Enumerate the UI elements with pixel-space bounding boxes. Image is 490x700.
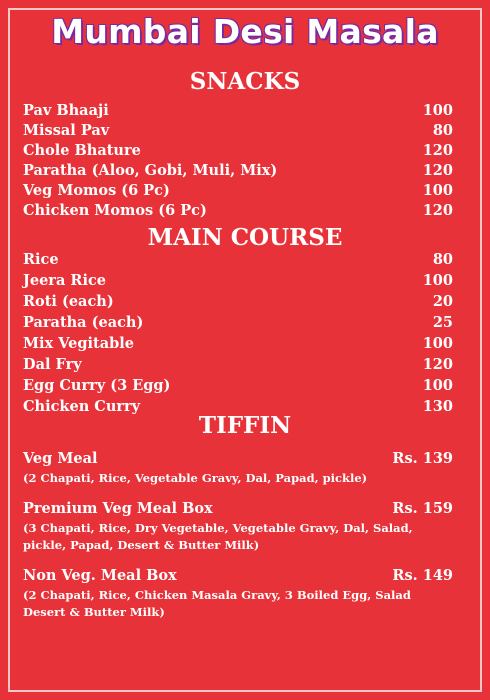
item-price: 120 xyxy=(422,142,453,159)
item-name: Chole Bhature xyxy=(23,142,141,159)
item-name: Veg Meal xyxy=(23,450,98,467)
item-price: 100 xyxy=(422,377,453,394)
menu-item xyxy=(23,354,455,375)
item-name: Chicken Momos (6 Pc) xyxy=(23,202,207,219)
item-price: 80 xyxy=(432,251,453,268)
menu-item xyxy=(23,375,455,396)
item-price: 120 xyxy=(422,356,453,373)
menu-item xyxy=(23,121,455,141)
snacks-list xyxy=(23,101,455,221)
item-name: Rice xyxy=(23,251,59,268)
item-price: 25 xyxy=(432,314,453,331)
item-price: 130 xyxy=(422,398,453,415)
menu-item xyxy=(23,141,455,161)
item-description: (2 Chapati, Rice, Vegetable Gravy, Dal, Papad, pickle) xyxy=(23,471,368,485)
item-name: Roti (each) xyxy=(23,293,114,310)
item-name: Chicken Curry xyxy=(23,398,141,415)
item-name: Paratha (Aloo, Gobi, Muli, Mix) xyxy=(23,162,278,179)
item-name: Dal Fry xyxy=(23,356,82,373)
tiffin-item xyxy=(23,566,455,621)
item-price: 120 xyxy=(422,162,453,179)
tiffin-item xyxy=(23,449,455,487)
menu-item xyxy=(23,181,455,201)
restaurant-title: Mumbai Desi Masala xyxy=(51,12,439,51)
menu-item xyxy=(23,291,455,312)
item-price: 100 xyxy=(422,182,453,199)
menu-item xyxy=(23,201,455,221)
menu-item xyxy=(23,161,455,181)
section-heading-tiffin: TIFFIN xyxy=(198,412,292,439)
item-name: Veg Momos (6 Pc) xyxy=(23,182,170,199)
menu-item xyxy=(23,333,455,354)
section-heading-snacks: SNACKS xyxy=(189,68,301,95)
item-price: 100 xyxy=(422,102,453,119)
menu-item xyxy=(23,312,455,333)
item-name: Jeera Rice xyxy=(23,272,107,289)
item-price: 100 xyxy=(422,335,453,352)
section-heading-main-course: MAIN COURSE xyxy=(147,224,343,251)
item-price: Rs. 149 xyxy=(392,567,453,584)
item-price: 100 xyxy=(422,272,453,289)
item-price: 80 xyxy=(432,122,453,139)
menu-item xyxy=(23,101,455,121)
item-name: Premium Veg Meal Box xyxy=(23,500,213,517)
tiffin-item xyxy=(23,499,455,554)
item-name: Pav Bhaaji xyxy=(23,102,109,119)
item-name: Paratha (each) xyxy=(23,314,144,331)
item-price: 20 xyxy=(432,293,453,310)
main-course-list xyxy=(23,249,455,417)
item-name: Mix Vegitable xyxy=(23,335,135,352)
menu-item xyxy=(23,249,455,270)
item-price: 120 xyxy=(422,202,453,219)
item-price: Rs. 139 xyxy=(392,450,453,467)
item-name: Non Veg. Meal Box xyxy=(23,567,177,584)
item-description: (2 Chapati, Rice, Chicken Masala Gravy, 3 Boiled Egg, Salad Desert & Butter Milk) xyxy=(23,588,411,619)
item-name: Missal Pav xyxy=(23,122,110,139)
item-price: Rs. 159 xyxy=(392,500,453,517)
item-description: (3 Chapati, Rice, Dry Vegetable, Vegetable Gravy, Dal, Salad, pickle, Papad, Desert & Butter Milk) xyxy=(23,521,413,552)
menu-item xyxy=(23,270,455,291)
item-name: Egg Curry (3 Egg) xyxy=(23,377,171,394)
